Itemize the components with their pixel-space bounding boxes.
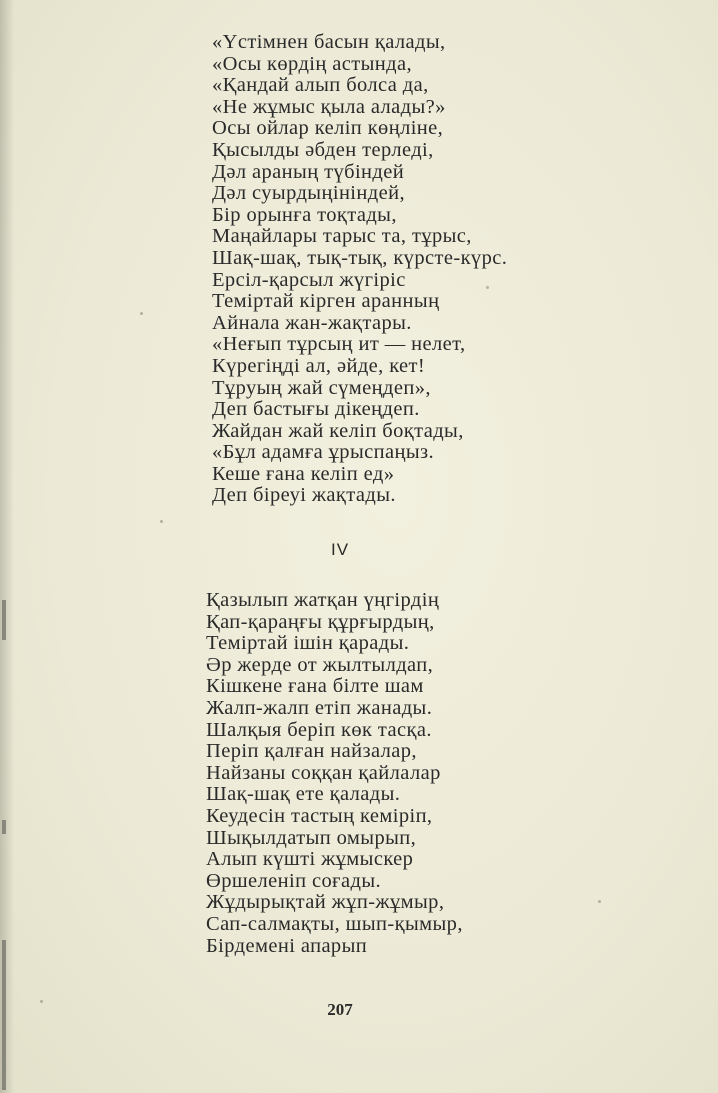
poem-line: Кішкене ғана білте шам [206, 675, 424, 698]
poem-stanza-1 [212, 32, 507, 507]
paper-speck [598, 900, 601, 903]
poem-stanza-2 [206, 590, 463, 957]
poem-line: Періп қалған найзалар, [206, 740, 417, 763]
poem-line: Шақ-шақ, тық-тық, күрсте-күрс. [212, 246, 508, 269]
poem-line: Теміртай кірген аранның [212, 290, 440, 313]
poem-line: Дәл араның түбіндей [212, 160, 405, 183]
poem-line: Деп бастығы дікеңдеп. [212, 398, 420, 421]
poem-line: Өршеленіп соғады. [206, 869, 382, 892]
poem-line: «Не жұмыс қыла алады?» [212, 95, 446, 118]
poem-line: «Неғып тұрсың ит — нелет, [212, 333, 466, 356]
section-heading: IV [330, 540, 350, 559]
poem-line: Найзаны соққан қайлалар [206, 761, 441, 784]
poem-line: Осы ойлар келіп көңліне, [212, 117, 444, 140]
paper-speck [140, 312, 143, 315]
binding-mark [2, 820, 6, 834]
poem-line: Бір орынға тоқтады, [212, 203, 397, 226]
poem-line: Алып күшті жұмыскер [206, 848, 414, 871]
poem-line: «Қандай алып болса да, [212, 74, 429, 97]
paper-speck [160, 520, 163, 523]
poem-line: Айнала жан-жақтары. [212, 311, 412, 334]
poem-line: Деп біреуі жақтады. [212, 484, 396, 507]
poem-line: Тұруың жай сүмеңдеп», [212, 376, 431, 399]
poem-line: Шалқыя беріп көк тасқа. [206, 718, 432, 741]
poem-line: Қысылды әбден терледі, [212, 138, 434, 161]
poem-line: Қап-қараңғы құрғырдың, [206, 610, 435, 633]
poem-line: «Осы көрдің астында, [212, 52, 413, 75]
poem-line: Бірдемені апарып [206, 934, 368, 957]
binding-mark [2, 940, 6, 1090]
poem-line: Қазылып жатқан үңгірдің [206, 589, 440, 611]
poem-line: Кеше ғана келіп ед» [212, 462, 395, 485]
poem-line: «Бұл адамға ұрыспаңыз. [212, 441, 435, 464]
poem-line: «Үстімнен басын қалады, [212, 31, 446, 53]
poem-line: Жалп-жалп етіп жанады. [206, 696, 433, 719]
poem-line: Шақ-шақ ете қалады. [206, 783, 401, 806]
poem-line: Дәл суырдыңініндей, [212, 182, 406, 205]
poem-line: Шықылдатып омырып, [206, 826, 417, 849]
paper-speck [40, 1000, 43, 1003]
binding-mark [2, 600, 6, 640]
poem-line: Сап-салмақты, шып-қымыр, [206, 912, 463, 935]
poem-line: Маңайлары тарыс та, тұрыс, [212, 225, 472, 248]
poem-line: Жайдан жай келіп боқтады, [212, 419, 464, 442]
poem-line: Кеудесін тастың кеміріп, [206, 804, 433, 827]
poem-line: Ерсіл-қарсыл жүгіріс [212, 268, 406, 291]
poem-line: Теміртай ішін қарады. [206, 632, 410, 655]
page-gutter-shadow [0, 0, 14, 1093]
page-number: 207 [327, 1000, 353, 1019]
poem-line: Әр жерде от жылтылдап, [206, 653, 434, 676]
poem-line: Жұдырықтай жұп-жұмыр, [206, 891, 445, 914]
poem-line: Күрегіңді ал, әйде, кет! [212, 354, 426, 377]
